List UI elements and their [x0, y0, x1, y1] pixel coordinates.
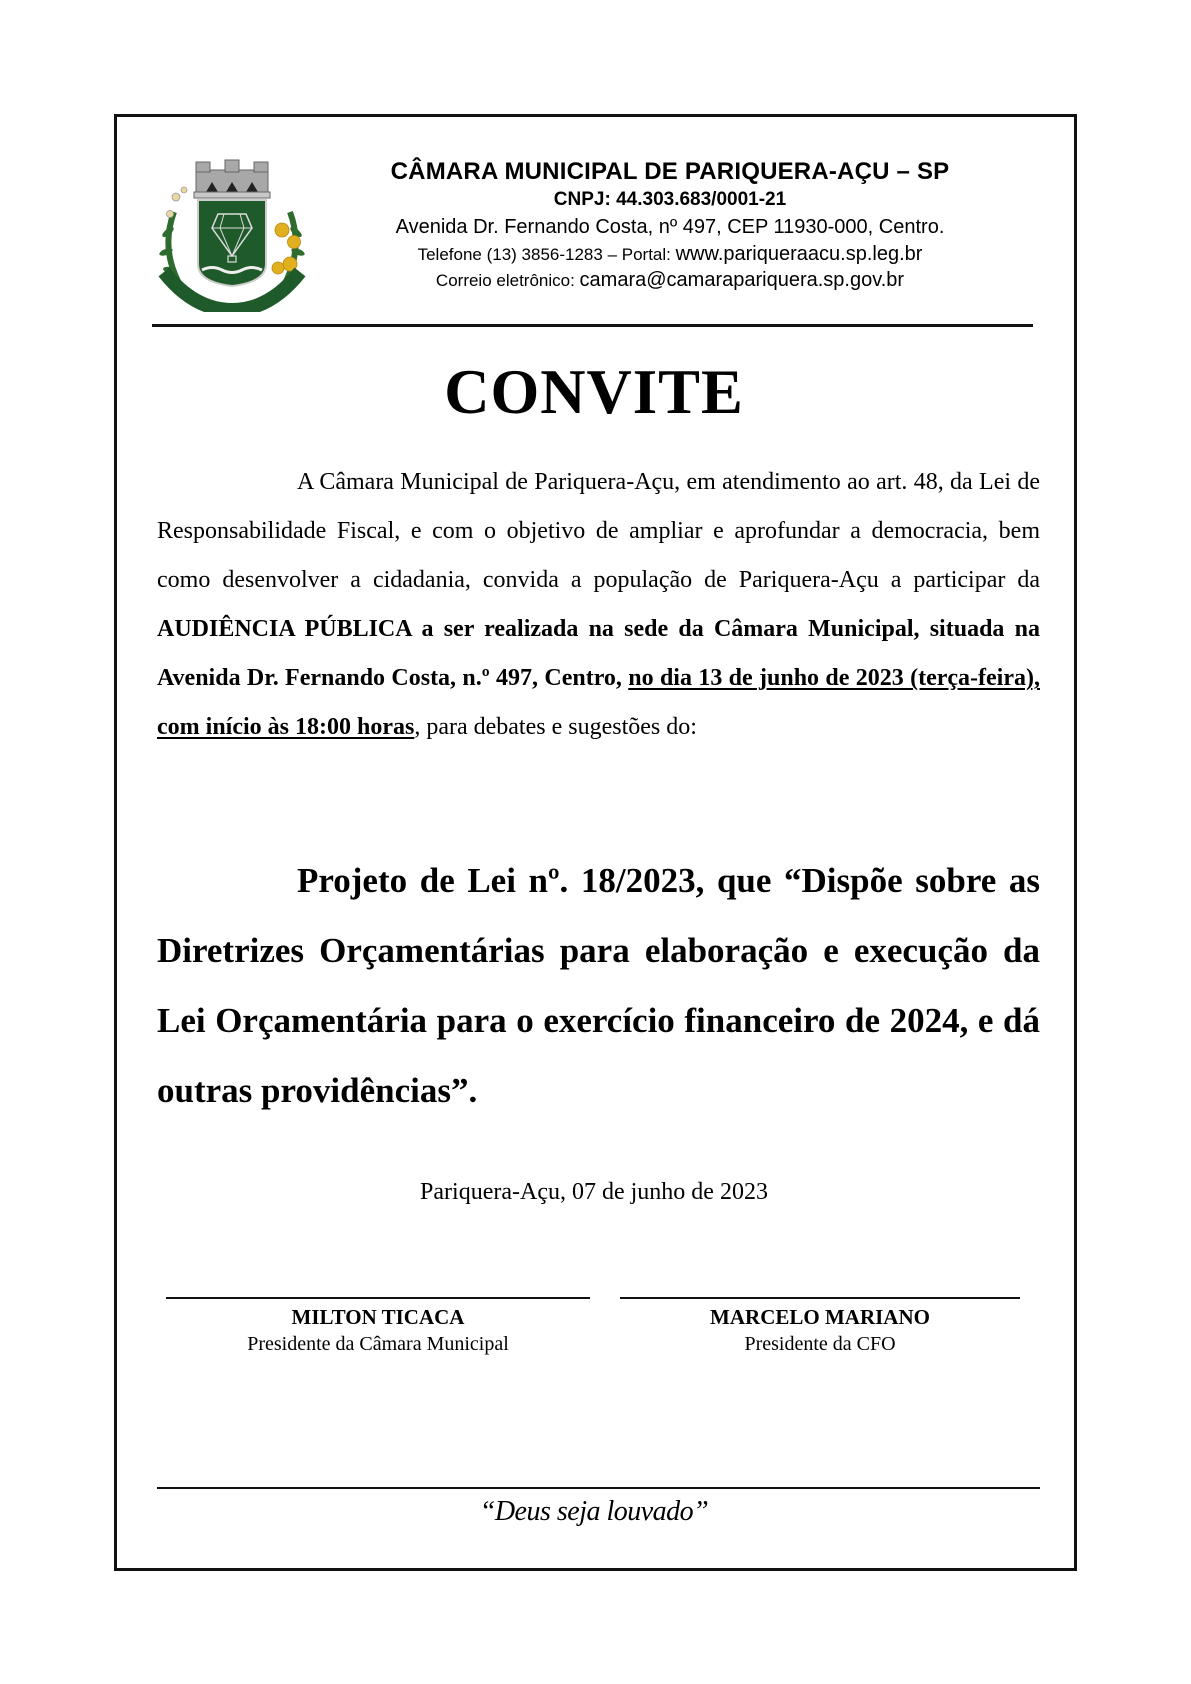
letterhead	[330, 157, 1010, 293]
footer-motto: “Deus seja louvado”	[479, 1496, 709, 1527]
institution-name: CÂMARA MUNICIPAL DE PARIQUERA-AÇU – SP	[390, 158, 950, 185]
signature-line	[166, 1297, 590, 1299]
hearing-date-time: no dia 13 de junho de 2023 (terça-feira), com início às 18:00 horas	[157, 665, 1040, 740]
signature-block	[166, 1297, 590, 1357]
signature-block	[620, 1297, 1020, 1357]
cnpj: CNPJ: 44.303.683/0001-21	[553, 189, 787, 210]
footer-divider	[157, 1487, 1040, 1489]
page-title: CONVITE	[444, 356, 744, 427]
paragraph-text: A Câmara Municipal de Pariquera-Açu, em atendimento ao art. 48, da Lei de Responsabilidade Fiscal, e com o objetivo de ampliar e aprofundar a democracia, bem como desenvolver a cidadania, convida a população de Pariquera-Açu a participar da	[157, 469, 1040, 593]
signer-name: MARCELO MARIANO	[710, 1305, 930, 1329]
header-divider	[152, 324, 1033, 327]
place-and-date: Pariquera-Açu, 07 de junho de 2023	[420, 1179, 768, 1205]
signer-role: Presidente da Câmara Municipal	[247, 1333, 509, 1355]
signer-role: Presidente da CFO	[744, 1333, 896, 1355]
signer-name: MILTON TICACA	[291, 1305, 465, 1329]
email-link[interactable]: camara@camarapariquera.sp.gov.br	[579, 269, 905, 291]
invitation-paragraph	[157, 458, 1040, 752]
email-line	[330, 268, 1010, 293]
municipal-coat-of-arms-icon	[154, 152, 310, 312]
phone-label: Telefone (13) 3856-1283 – Portal:	[417, 245, 676, 264]
email-label: Correio eletrônico:	[435, 271, 580, 290]
contact-line	[330, 241, 1010, 268]
bill-description: Projeto de Lei nº. 18/2023, que “Dispõe sobre as Diretrizes Orçamentárias para elaboração e execução da Lei Orçamentária para o exercício financeiro de 2024, e dá outras providências”.	[157, 861, 1040, 1110]
portal-link[interactable]: www.pariqueraacu.sp.leg.br	[675, 243, 923, 265]
hearing-details: AUDIÊNCIA PÚBLICA a ser realizada na sede da Câmara Municipal, situada na Avenida Dr. Fernando Costa, n.º 497, Centro,	[157, 616, 1040, 691]
address: Avenida Dr. Fernando Costa, nº 497, CEP 11930-000, Centro.	[395, 216, 945, 238]
paragraph-tail: , para debates e sugestões do:	[414, 714, 697, 740]
signature-line	[620, 1297, 1020, 1299]
